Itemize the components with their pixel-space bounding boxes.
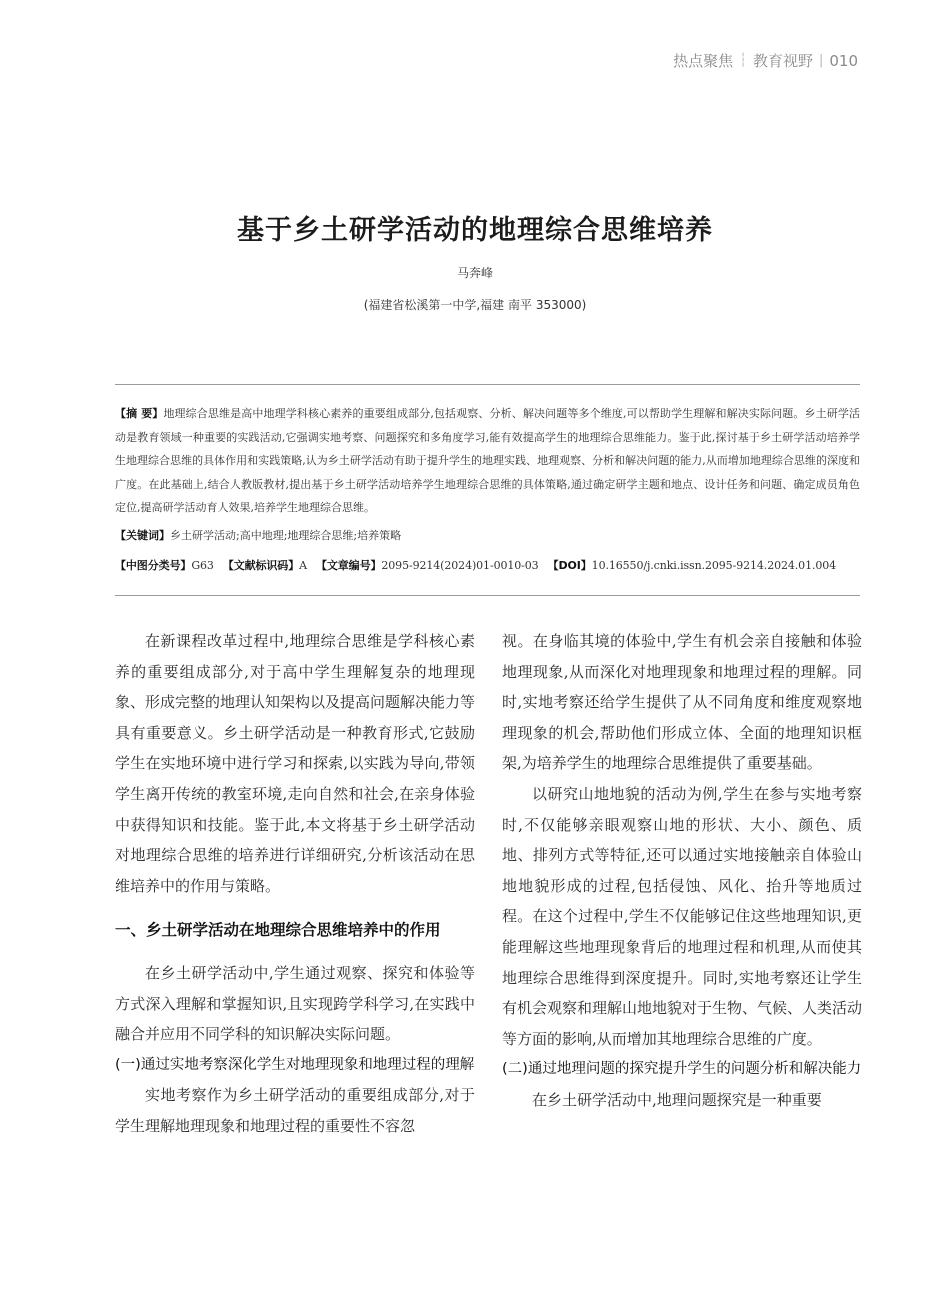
doc-code-value: A bbox=[299, 559, 307, 572]
article-number-label: 【文章编号】 bbox=[315, 559, 382, 572]
bottom-rule bbox=[115, 595, 860, 596]
doi-label: 【DOI】 bbox=[547, 559, 592, 572]
body-paragraph: 以研究山地地貌的活动为例,学生在参与实地考察时,不仅能够亲眼观察山地的形状、大小、颜色、质地、排列方式等特征,还可以通过实地接触亲自体验山地地貌形成的过程,包括侵蚀、风化、抬升等地质过程。在这个过程中,学生不仅能够记住这些地理知识,更能理解这些地理现象背后的地理过程和机理,从而使其地理综合思维得到深度提升。同时,实地考察还让学生有机会观察和理解山地地貌对于生物、气候、人类活动等方面的影响,从而增加其地理综合思维的广度。 bbox=[502, 784, 863, 1048]
page-number: 010 bbox=[829, 51, 858, 70]
article-number-value: 2095-9214(2024)01-0010-03 bbox=[381, 559, 539, 572]
body-paragraph-continued: 视。在身临其境的体验中,学生有机会亲自接触和体验地理现象,从而深化对地理现象和地理过程的理解。同时,实地考察还给学生提供了从不同角度和维度观察地理现象的机会,帮助他们形成立体、全面的地理知识框架,为培养学生的地理综合思维提供了重要基础。 bbox=[502, 632, 862, 773]
article-author: 马奔峰 bbox=[456, 266, 493, 280]
section-heading: 一、乡土研学活动在地理综合思维培养中的作用 bbox=[115, 921, 441, 940]
body-paragraph: 在乡土研学活动中,地理问题探究是一种重要 bbox=[532, 1090, 822, 1109]
keywords bbox=[115, 527, 860, 543]
header-divider: ┆ bbox=[739, 53, 747, 68]
keywords-label: 【关键词】 bbox=[115, 529, 170, 542]
header-divider: | bbox=[818, 53, 824, 68]
doc-code-label: 【文献标识码】 bbox=[222, 559, 300, 572]
header-section: 热点聚焦 bbox=[673, 52, 734, 70]
body-paragraph: 在乡土研学活动中,学生通过观察、探究和体验等方式深入理解和掌握知识,且实现跨学科学习,在实践中融合并应用不同学科的知识解决实际问题。 bbox=[115, 963, 475, 1044]
keywords-text: 乡土研学活动;高中地理;地理综合思维;培养策略 bbox=[170, 529, 402, 542]
abstract bbox=[115, 402, 860, 520]
header-column: 教育视野 bbox=[752, 52, 813, 70]
top-rule bbox=[115, 384, 860, 385]
body-column-right bbox=[502, 626, 862, 1116]
doi-value: 10.16550/j.cnki.issn.2095-9214.2024.01.004 bbox=[591, 559, 837, 572]
article-title: 基于乡土研学活动的地理综合思维培养 bbox=[237, 215, 713, 246]
clc-label: 【中图分类号】 bbox=[115, 559, 192, 572]
subsection-heading: (一)通过实地考察深化学生对地理现象和地理过程的理解 bbox=[115, 1056, 475, 1073]
classification-line bbox=[115, 557, 875, 573]
abstract-label: 【摘 要】 bbox=[115, 407, 164, 420]
clc-value: G63 bbox=[191, 559, 214, 572]
article-affiliation: (福建省松溪第一中学,福建 南平 353000) bbox=[363, 298, 587, 312]
running-header bbox=[673, 50, 858, 71]
body-paragraph: 实地考察作为乡土研学活动的重要组成部分,对于学生理解地理现象和地理过程的重要性不容忽 bbox=[115, 1086, 475, 1135]
intro-paragraph: 在新课程改革过程中,地理综合思维是学科核心素养的重要组成部分,对于高中学生理解复杂的地理现象、形成完整的地理认知架构以及提高问题解决能力等具有重要意义。乡土研学活动是一种教育形式,它鼓励学生在实地环境中进行学习和探索,以实践为导向,带领学生离开传统的教室环境,走向自然和社会,在亲身体验中获得知识和技能。鉴于此,本文将基于乡土研学活动对地理综合思维的培养进行详细研究,分析该活动在思维培养中的作用与策略。 bbox=[115, 632, 476, 895]
abstract-text: 地理综合思维是高中地理学科核心素养的重要组成部分,包括观察、分析、解决问题等多个维度,可以帮助学生理解和解决实际问题。乡土研学活动是教育领域一种重要的实践活动,它强调实地考察、问题探究和多角度学习,能有效提高学生的地理综合思维能力。鉴于此,探讨基于乡土研学活动培养学生地理综合思维的具体作用和实践策略,认为乡土研学活动有助于提升学生的地理实践、地理观察、分析和解决问题的能力,从而增加地理综合思维的深度和广度。在此基础上,结合人教版教材,提出基于乡土研学活动培养学生地理综合思维的具体策略,通过确定研学主题和地点、设计任务和问题、确定成员角色定位,提高研学活动育人效果,培养学生地理综合思维。 bbox=[115, 407, 860, 515]
subsection-heading: (二)通过地理问题的探究提升学生的问题分析和解决能力 bbox=[502, 1061, 862, 1078]
body-column-left bbox=[115, 626, 475, 1142]
